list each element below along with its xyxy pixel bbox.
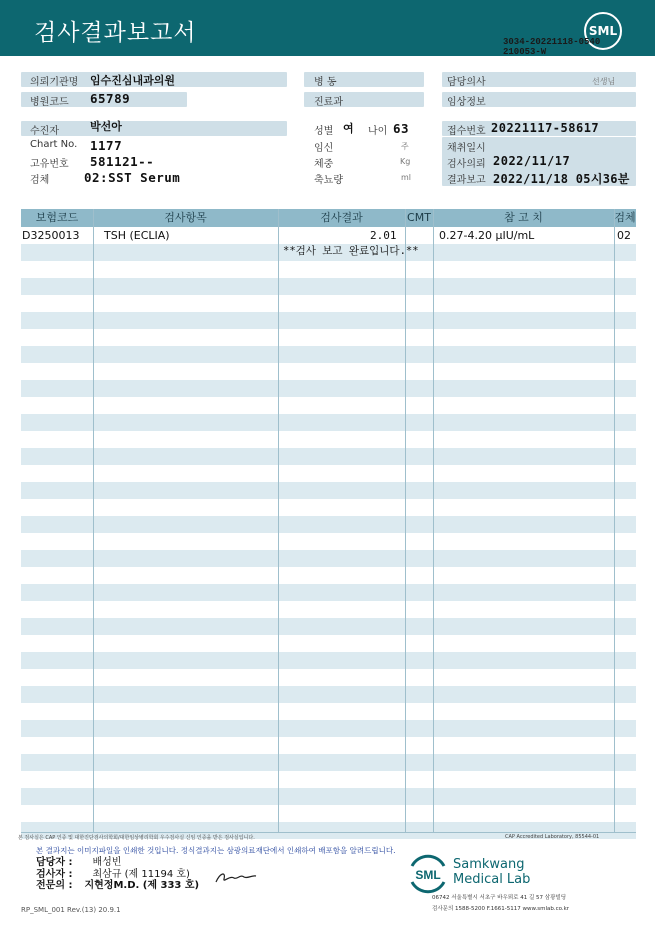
row-result: 2.01 [370, 229, 397, 242]
staff-label: 담당자 : [36, 857, 73, 868]
brand-name: Samkwang Medical Lab [453, 857, 531, 887]
request-value: 2022/11/17 [493, 154, 571, 168]
staff-value: 배성빈 [92, 857, 122, 868]
urine-unit: ml [401, 173, 412, 182]
svg-text:SML: SML [415, 868, 441, 882]
patient-row [21, 121, 287, 136]
table-stripe [21, 788, 636, 805]
address-line: 06742 서울특별시 서초구 바우뫼로 41 길 57 삼광빌딩 [432, 895, 567, 901]
table-stripe [21, 312, 636, 329]
row-code: D3250013 [22, 229, 80, 242]
institution-value: 임수진심내과의원 [90, 74, 176, 87]
request-label: 검사의뢰 [447, 159, 486, 170]
sex-label: 성별 [314, 126, 334, 137]
table-bottom-line [21, 832, 636, 833]
report-label: 결과보고 [447, 175, 486, 186]
collection-label: 채취일시 [447, 143, 486, 154]
accreditation-note: 본 검사실은 CAP 인증 및 대한진단검사의학회/대한임상병리학회 우수검사실 신임 인증을 받은 검사실입니다. [18, 835, 255, 841]
tester-value: 최삼규 (제 11194 호) [92, 869, 190, 880]
specimen-label: 검체 [30, 175, 50, 186]
table-stripe [21, 686, 636, 703]
table-stripe [21, 448, 636, 465]
id-value: 581121-- [90, 154, 155, 169]
form-revision: RP_SML_001 Rev.(13) 20.9.1 [21, 906, 121, 914]
pregnancy-label: 임신 [314, 143, 334, 154]
report-value: 2022/11/18 05시36분 [493, 172, 630, 186]
department-label: 진료과 [314, 97, 343, 108]
table-stripe [21, 482, 636, 499]
specialist-value: 지현정M.D. (제 333 호) [84, 880, 200, 891]
contact-line: 검사문의 1588-5200 F.1661-5117 www.smlab.co.kr [432, 906, 570, 912]
age-value: 63 [393, 121, 410, 136]
column-divider [614, 209, 615, 833]
institution-label: 의뢰기관명 [30, 77, 79, 88]
patient-value: 박선아 [90, 120, 122, 133]
tester-label: 검사자 : [36, 869, 73, 880]
signature-icon [214, 869, 258, 885]
table-stripe [21, 584, 636, 601]
table-stripe [21, 346, 636, 363]
header-result: 검사결과 [320, 211, 363, 224]
weight-unit: Kg [400, 157, 411, 166]
header-reference: 참 고 치 [504, 211, 543, 224]
receipt-no-label: 접수번호 [447, 126, 486, 137]
physician-label: 담당의사 [447, 77, 486, 88]
row-specimen: 02 [617, 229, 631, 242]
document-number: 3034-20221118-0540 210053-W [503, 37, 601, 57]
id-label: 고유번호 [30, 159, 69, 170]
table-stripe [21, 278, 636, 295]
specialist-label: 전문의 : [36, 880, 73, 891]
table-stripe [21, 618, 636, 635]
cap-accreditation: CAP Accredited Laboratory, 85544-01 [505, 834, 600, 840]
pregnancy-unit: 주 [401, 142, 409, 151]
row-item: TSH (ECLIA) [104, 229, 170, 242]
patient-label: 수진자 [30, 126, 59, 137]
sex-value: 여 [343, 122, 354, 135]
header-insurance-code: 보험코드 [35, 211, 79, 224]
hospital-code-value: 65789 [90, 91, 131, 106]
header-test-item: 검사항목 [164, 211, 207, 224]
print-notice: 본 결과지는 이미지파일을 인쇄한 것입니다. 정식결과지는 삼광의료재단에서 인쇄하여 배포함을 알려드립니다. [36, 846, 396, 855]
table-stripe [21, 516, 636, 533]
column-divider [433, 209, 434, 833]
table-stripe [21, 414, 636, 431]
report-title: 검사결과보고서 [34, 20, 197, 46]
clinical-info-label: 임상정보 [447, 97, 486, 108]
table-stripe [21, 380, 636, 397]
header-cmt: CMT [407, 211, 431, 224]
table-stripe [21, 550, 636, 567]
sml-logo-icon: SML [584, 12, 622, 50]
specimen-value: 02:SST Serum [84, 170, 181, 185]
column-divider [405, 209, 406, 833]
sml-brand-logo-icon [406, 852, 450, 896]
column-divider [93, 209, 94, 833]
table-stripe [21, 720, 636, 737]
receipt-no-value: 20221117-58617 [491, 121, 600, 135]
results-table-header [21, 209, 636, 227]
header-specimen: 검체 [614, 211, 636, 224]
chart-no-value: 1177 [90, 138, 123, 153]
completion-note: **검사 보고 완료입니다.** [283, 245, 419, 257]
row-reference: 0.27-4.20 μIU/mL [439, 229, 535, 242]
age-label: 나이 [368, 126, 388, 137]
physician-value: 선생님 [592, 77, 616, 86]
table-stripe [21, 652, 636, 669]
column-divider [278, 209, 279, 833]
weight-label: 체중 [314, 159, 334, 170]
hospital-code-label: 병원코드 [30, 97, 69, 108]
chart-no-label: Chart No. [30, 139, 78, 150]
urine-label: 축뇨량 [314, 175, 343, 186]
specialist-line [36, 876, 199, 891]
table-stripe [21, 754, 636, 771]
ward-label: 병 동 [314, 77, 337, 88]
